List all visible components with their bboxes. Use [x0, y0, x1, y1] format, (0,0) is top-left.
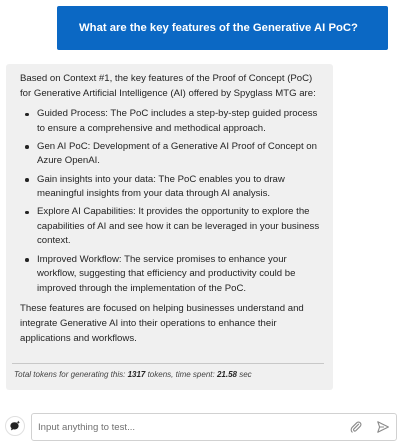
time-spent: 21.58 — [216, 370, 237, 379]
feature-item: Gen AI PoC: Development of a Generative AI Proof of Concept on Azure OpenAI. — [37, 140, 323, 169]
send-icon — [376, 420, 390, 434]
token-usage-prefix: Total tokens for generating this: — [14, 370, 128, 379]
send-button[interactable] — [376, 420, 390, 434]
message-input-box — [31, 413, 397, 441]
new-chat-button[interactable] — [5, 416, 25, 436]
divider — [12, 363, 324, 364]
token-usage — [14, 368, 252, 383]
token-usage-middle: tokens, time spent: — [145, 370, 217, 379]
feature-item: Gain insights into your data: The PoC enables you to draw meaningful insights from your data through AI analysis. — [37, 173, 323, 202]
attach-button[interactable] — [349, 420, 363, 434]
user-message-text: What are the key features of the Generative AI PoC? — [79, 22, 358, 34]
token-count: 1317 — [127, 370, 146, 379]
message-input[interactable] — [38, 417, 338, 437]
paperclip-icon — [349, 420, 363, 434]
token-usage-suffix: sec — [236, 370, 252, 379]
feature-list — [20, 107, 323, 296]
user-message — [57, 6, 388, 50]
composer — [0, 404, 400, 446]
feature-item: Improved Workflow: The service promises to enhance your workflow, suggesting that efficiency and productivity could be improved through the implementation of the PoC. — [37, 253, 323, 297]
chat-sparkle-icon — [9, 420, 21, 432]
feature-item: Explore AI Capabilities: It provides the opportunity to explore the capabilities of AI and see how it can be leveraged in your business context. — [37, 205, 323, 249]
feature-item: Guided Process: The PoC includes a step-by-step guided process to ensure a comprehensive and methodical approach. — [37, 107, 323, 136]
assistant-closing: These features are focused on helping businesses understand and integrate Generative AI into their operations to enhance their applications and workflows. — [20, 303, 304, 344]
assistant-intro: Based on Context #1, the key features of the Proof of Concept (PoC) for Generative Artificial Intelligence (AI) offered by Spyglass MTG are: — [20, 73, 316, 99]
assistant-message — [6, 64, 333, 390]
